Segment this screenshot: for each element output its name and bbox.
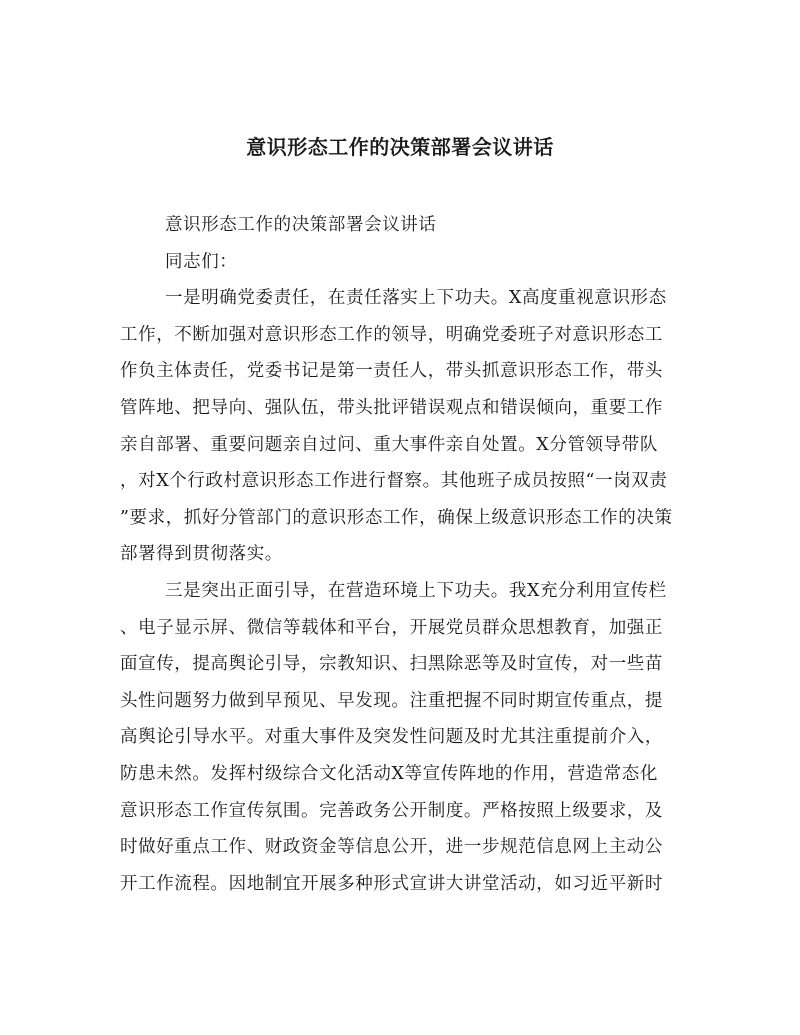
paragraph-line: 亲自部署、重要问题亲自过问、重大事件亲自处置。X分管领导带队 [120,434,658,455]
paragraph-line: 、电子显示屏、微信等载体和平台，开展党员群众思想教育，加强正 [120,617,663,638]
document-title: 意识形态工作的决策部署会议讲话 [246,135,554,159]
paragraph-line: 高舆论引导水平。对重大事件及突发性问题及时尤其注重提前介入， [120,727,663,748]
salutation: 同志们： [165,251,238,272]
paragraph-line: 防患未然。发挥村级综合文化活动X等宣传阵地的作用，营造常态化 [120,763,658,784]
paragraph-line: 头性问题努力做到早预见、早发现。注重把握不同时期宣传重点，提 [120,690,663,711]
paragraph-line: ，对X个行政村意识形态工作进行督察。其他班子成员按照“一岗双责 [120,471,668,492]
paragraph-line: 时做好重点工作、财政资金等信息公开，进一步规范信息网上主动公 [120,837,663,858]
paragraph-1 [120,280,680,573]
paragraph-line: 一是明确党委责任，在责任落实上下功夫。X高度重视意识形态 [165,288,667,309]
paragraph-line: ”要求，抓好分管部门的意识形态工作，确保上级意识形态工作的决策 [120,507,673,528]
paragraph-line: 作负主体责任，党委书记是第一责任人，带头抓意识形态工作，带头 [120,361,663,382]
paragraph-line: 工作，不断加强对意识形态工作的领导，明确党委班子对意识形态工 [120,324,663,345]
paragraph-line: 管阵地、把导向、强队伍，带头批评错误观点和错误倾向，重要工作 [120,397,663,418]
paragraph-line: 面宣传，提高舆论引导，宗教知识、扫黑除恶等及时宣传，对一些苗 [120,654,663,675]
paragraph-line: 意识形态工作宣传氛围。完善政务公开制度。严格按照上级要求，及 [120,800,663,821]
document-body [120,207,680,902]
paragraph-line: 三是突出正面引导，在营造环境上下功夫。我X充分利用宣传栏 [165,580,667,601]
paragraph-line: 开工作流程。因地制宜开展多种形式宣讲大讲堂活动，如习近平新时 [120,873,663,894]
document-subtitle: 意识形态工作的决策部署会议讲话 [165,215,437,235]
paragraph-2 [120,573,680,902]
paragraph-line: 部署得到贯彻落实。 [120,544,283,565]
